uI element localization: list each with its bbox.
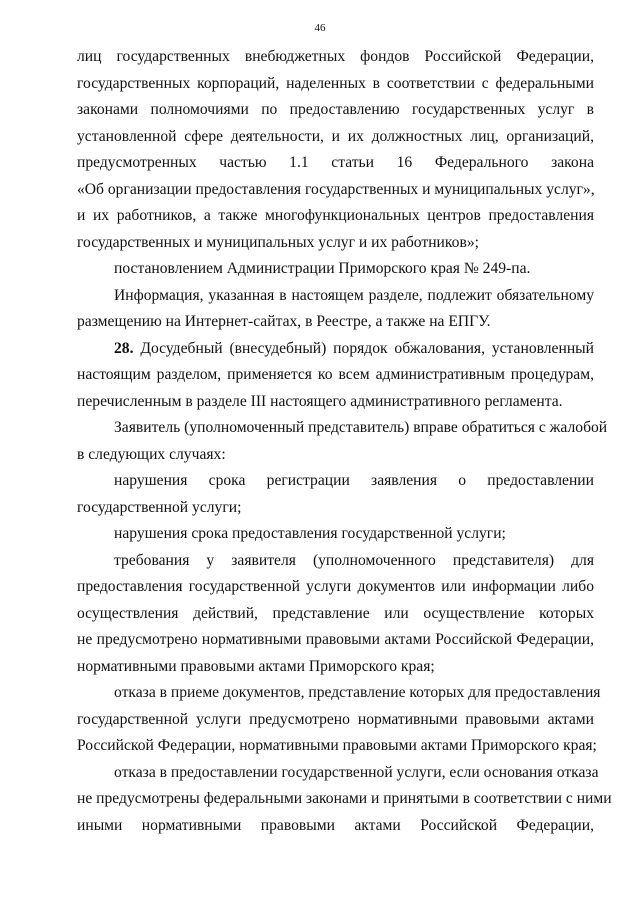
section-28-first-line [77,336,594,363]
text-line: не предусмотрено нормативными правовыми актами Российской Федерации, [77,631,594,648]
text-line: нарушения срока предоставления государственной услуги; [114,525,506,542]
text-line: постановлением Администрации Приморского края № 249-па. [114,260,531,277]
text-line: предоставления государственной услуги документов или информации либо [77,578,594,595]
section-number: 28. [114,339,134,357]
text-line: отказа в приеме документов, представление которых для предоставления [114,684,601,701]
text-line: иными нормативными правовыми актами Российской Федерации, [77,816,594,834]
text-line: предусмотренных частью 1.1 статьи 16 Федерального закона [77,154,594,171]
text-line: государственных и муниципальных услуг и их работников»; [77,233,479,251]
document-body [77,44,612,839]
text-line: законами полномочиями по предоставлению государственных услуг в [77,101,594,118]
text-line: в следующих случаях: [77,445,226,463]
text-line: Информация, указанная в настоящем разделе, подлежит обязательному [114,286,594,304]
text-line: Досудебный (внесудебный) порядок обжалования, установленный [140,339,594,357]
text-line: настоящим разделом, применяется ко всем административным процедурам, [77,366,594,383]
text-line: Заявитель (уполномоченный представитель) вправе обратиться с жалобой [114,419,608,436]
page-number: 46 [314,22,326,34]
text-line: «Об организации предоставления государственных и муниципальных услуг», [77,180,595,198]
text-line: установленной сфере деятельности, и их должностных лиц, организаций, [77,127,594,145]
text-line: не предусмотрены федеральными законами и принятыми в соответствии с ними [77,790,612,807]
text-line: Российской Федерации, нормативными правовыми актами Приморского края; [77,737,597,754]
text-line: государственных корпораций, наделенных в соответствии с федеральными [77,74,594,92]
text-line: государственной услуги; [77,498,242,516]
text-line: нормативными правовыми актами Приморского края; [77,657,435,675]
text-line: размещению на Интернет-сайтах, в Реестре, а также на ЕПГУ. [77,313,491,330]
text-line: лиц государственных внебюджетных фондов Российской Федерации, [77,48,594,65]
text-line: перечисленным в разделе III настоящего административного регламента. [77,392,563,410]
text-line: государственной услуги предусмотрено нормативными правовыми актами [77,710,594,728]
text-line: нарушения срока регистрации заявления о предоставлении [114,472,594,489]
text-line: осуществления действий, представление или осуществление которых [77,604,594,622]
text-line: требования у заявителя (уполномоченного представителя) для [114,551,594,569]
text-line: и их работников, а также многофункциональных центров предоставления [77,207,594,224]
text-line: отказа в предоставлении государственной услуги, если основания отказа [114,763,599,781]
